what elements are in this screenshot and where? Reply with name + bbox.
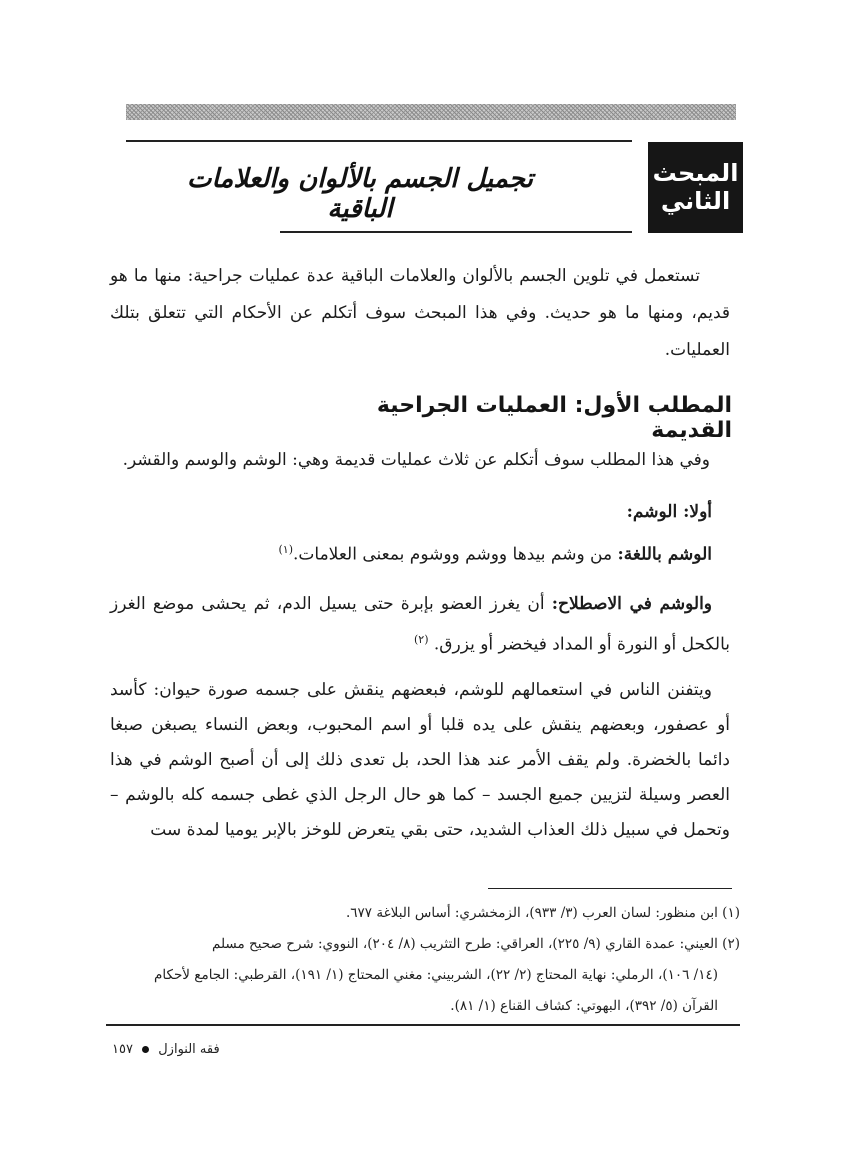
lang-term: الوشم باللغة: <box>617 544 712 565</box>
footnotes <box>110 898 740 1022</box>
footnote-separator <box>488 888 732 889</box>
footnote-2: (٢) العيني: عمدة القاري (٩/ ٢٢٥)، العراقي: طرح التثريب (٨/ ٢٠٤)، النووي: شرح صحيح مسلم <box>211 936 740 952</box>
footnote-ref-1[interactable]: (١) <box>278 543 293 556</box>
footnote-ref-2[interactable]: (٢) <box>413 633 429 646</box>
page-footer <box>112 1042 220 1057</box>
subsection-intro: وفي هذا المطلب سوف أتكلم عن ثلاث عمليات قديمة وهي: الوشم والوسم والقشر. <box>122 450 710 470</box>
book-title: فقه النوازل <box>158 1042 220 1057</box>
section-label-box <box>648 142 743 233</box>
chapter-title: تجميل الجسم بالألوان والعلامات الباقية <box>187 164 533 224</box>
intro-text: تستعمل في تلوين الجسم بالألوان والعلامات الباقية عدة عمليات جراحية: منها ما هو قديم، ومنها ما هو حديث. وفي هذا المبحث سوف أتكلم عن الأحكام التي تتعلق بتلك العمليات. <box>110 266 730 360</box>
header-rule-top <box>126 140 632 142</box>
page-number: ١٥٧ <box>112 1042 133 1057</box>
section-label-line1: المبحث <box>652 158 739 187</box>
footer-rule <box>106 1024 740 1026</box>
practice-paragraph <box>110 673 730 848</box>
footnote-1: (١) ابن منظور: لسان العرب (٣/ ٩٣٣)، الزمخشري: أساس البلاغة ٦٧٧. <box>345 905 740 921</box>
first-heading: أولا: الوشم: <box>626 502 712 522</box>
lang-text: من وشم بيدها ووشم ووشوم بمعنى العلامات. <box>292 544 613 565</box>
subsection-title: المطلب الأول: العمليات الجراحية القديمة <box>376 393 732 443</box>
term-term: والوشم في الاصطلاح: <box>551 594 713 614</box>
practice-text: ويتفنن الناس في استعمالهم للوشم، فبعضهم ينقش على جسمه صورة حيوان: كأسد أو عصفور، وبعضهم ينقش على يده قلبا أو اسم المحبوب، وبعض النساء يصبغن صبغا دائما بالخضرة. ولم يقف الأمر عند هذا الحد، بل تعدى ذلك إلى أن أصبح الوشم في هذا العصر وسيلة لتزيين جميع الجسد – كما هو حال الرجل الذي غطى جسمه كله بالوشم – وتحمل في سبيل ذلك العذاب الشديد، حتى بقي يتعرض للوخز بالإبر يوميا لمدة ست <box>110 680 730 840</box>
term-definition <box>110 586 730 663</box>
lang-definition <box>200 532 712 573</box>
footnote-2-cont-1: (١٤/ ١٠٦)، الرملي: نهاية المحتاج (٢/ ٢٢)، الشربيني: مغني المحتاج (١/ ١٩١)، القرطبي: الجامع لأحكام <box>154 967 718 983</box>
header-rule-bottom <box>280 231 632 233</box>
intro-paragraph <box>110 258 730 369</box>
bullet-icon <box>142 1046 149 1053</box>
section-label-line2: الثاني <box>660 186 731 215</box>
decorative-band <box>126 104 736 120</box>
footnote-2-cont-2: القرآن (٥/ ٣٩٢)، البهوتي: كشاف القناع (١/ ٨١). <box>450 998 718 1014</box>
term-text: أن يغرز العضو بإبرة حتى يسيل الدم، ثم يحشى موضع الغرز بالكحل أو النورة أو المداد فيخضر أو يزرق. <box>110 594 730 655</box>
